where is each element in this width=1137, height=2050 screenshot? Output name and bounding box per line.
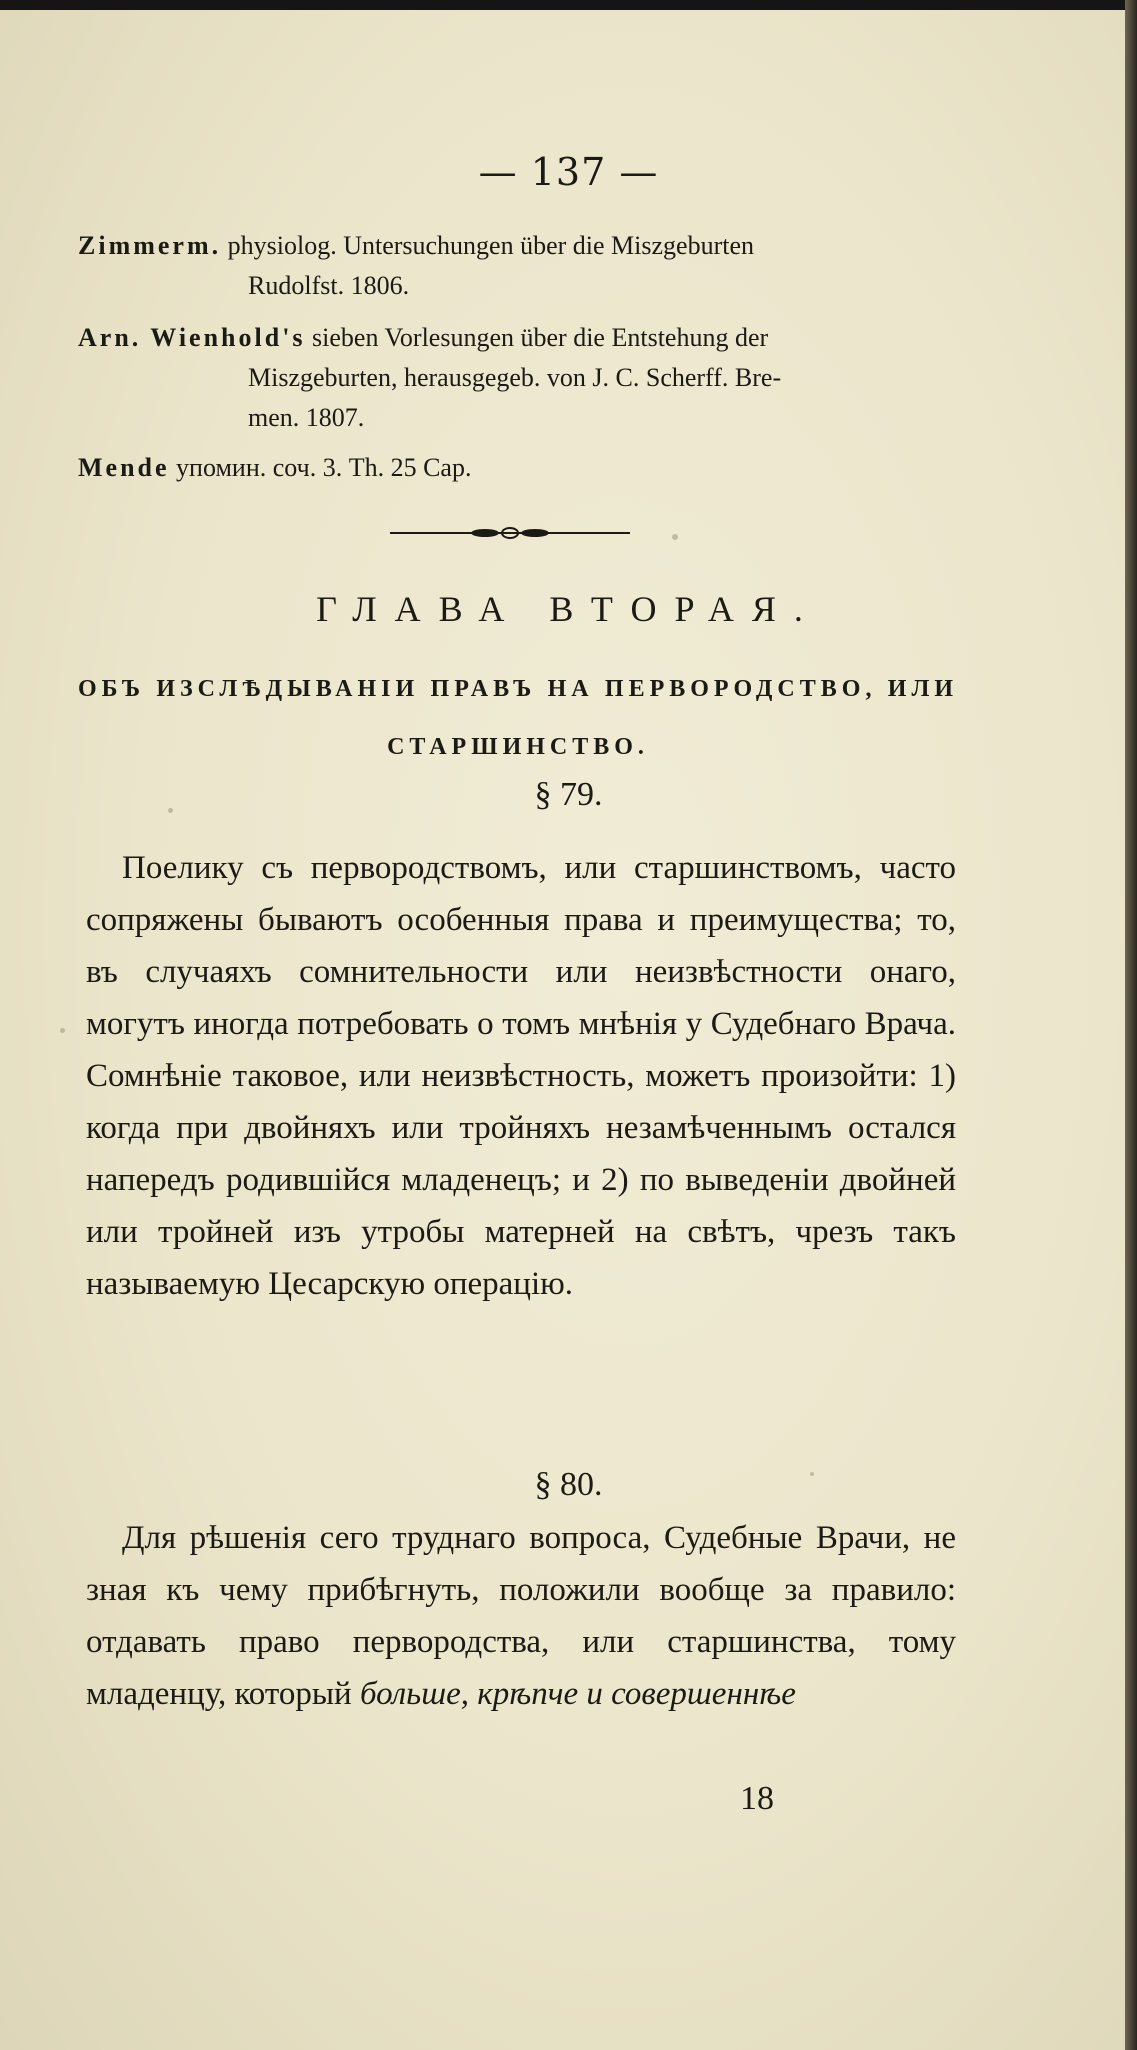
paragraph-text: Поелику съ первородствомъ, или старшинствомъ, часто сопряжены бываютъ особенныя права и преимущества; то, въ случаяхъ сомнительности или неизвѣстности онаго, могутъ иногда потребовать о томъ мнѣнія у Судебнаго Врача. Сомнѣніе таковое, или неизвѣстность, можетъ произойти: 1) когда при двойняхъ или тройняхъ незамѣченнымъ остался напередъ родившійся младенецъ; и 2) по выведеніи двойней или тройней изъ утробы матерней на свѣтъ, чрезъ такъ называемую Цесарскую операцію. xyxy=(86,850,956,1302)
bibliography-entry xyxy=(78,318,958,438)
bibliography-text: men. 1807. xyxy=(248,403,365,432)
bibliography-entry xyxy=(78,226,958,306)
bibliography-text: Rudolfst. 1806. xyxy=(248,271,410,300)
section-heading: § 80. xyxy=(534,1466,603,1503)
section-heading: § 79. xyxy=(534,776,603,813)
bibliography-author: Mende xyxy=(78,453,170,482)
paper-spot xyxy=(672,534,678,540)
page-number-header: — 137 — xyxy=(478,150,659,194)
section-paragraph xyxy=(86,842,956,1310)
bibliography-author: Arn. Wienhold's xyxy=(78,323,306,352)
paragraph-text: Для рѣшенія сего труднаго вопроса, Судебные Врачи, не зная къ чему прибѣгнуть, положили вообще за правило: отдавать право первородства, или старшинства, тому младенцу, который xyxy=(86,1520,956,1712)
bibliography-entry xyxy=(78,448,958,488)
chapter-title: ГЛАВА ВТОРАЯ. xyxy=(316,589,821,629)
chapter-subtitle: ОБЪ ИЗСЛѢДЫВАНІИ ПРАВЪ НА ПЕРВОРОДСТВО, ИЛИ СТАРШИНСТВО. xyxy=(78,676,958,760)
signature-mark: 18 xyxy=(740,1780,774,1817)
bibliography-text: упомин. соч. 3. Th. 25 Cap. xyxy=(176,453,472,482)
paragraph-italic-text: больше, крѣпче и совершеннѣе xyxy=(359,1676,796,1712)
bibliography-text: sieben Vorlesungen über die Entstehung der xyxy=(312,323,769,352)
ornament-divider xyxy=(390,526,630,540)
scan-right-border xyxy=(1125,0,1137,2050)
scan-top-border xyxy=(0,0,1137,10)
bibliography-author: Zimmerm. xyxy=(78,231,222,260)
bibliography-text: physiolog. Untersuchungen über die Miszgeburten xyxy=(227,231,755,260)
paper-spot xyxy=(60,1028,65,1033)
bibliography-text: Miszgeburten, herausgegeb. von J. C. Scherff. Bre- xyxy=(248,363,782,392)
section-paragraph xyxy=(86,1512,956,1720)
